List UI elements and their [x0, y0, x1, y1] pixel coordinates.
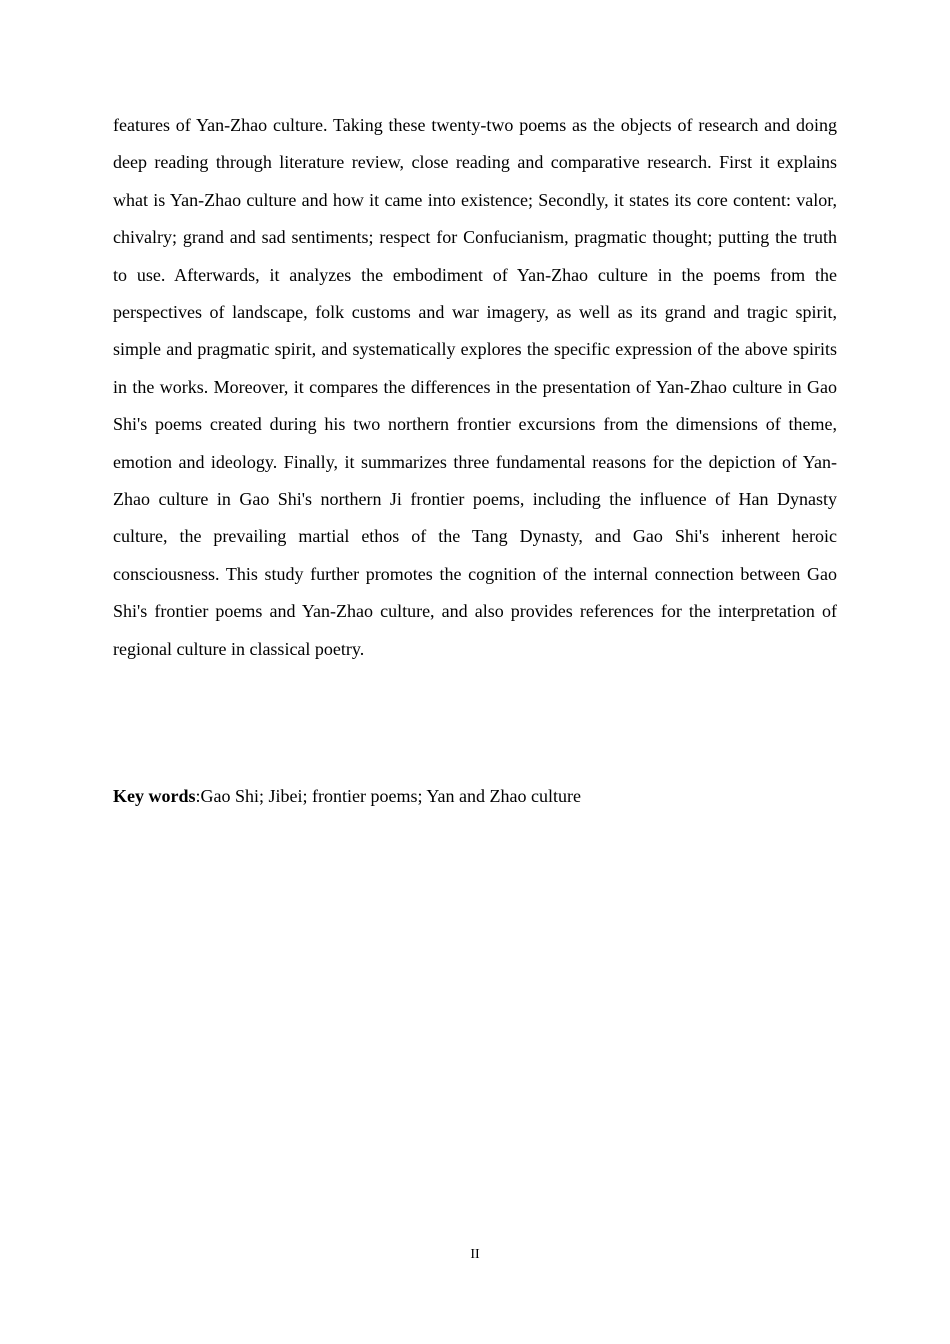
- keywords-line: [113, 780, 837, 812]
- keywords-label: Key words: [113, 786, 196, 806]
- page-number: II: [470, 1247, 480, 1262]
- abstract-body-paragraph: features of Yan-Zhao culture. Taking these twenty-two poems as the objects of research and doing deep reading through literature review, close reading and comparative research. First it explains what is Yan-Zhao culture and how it came into existence; Secondly, it states its core content: valor, chivalry; grand and sad sentiments; respect for Confucianism, pragmatic thought; putting the truth to use. Afterwards, it analyzes the embodiment of Yan-Zhao culture in the poems from the perspectives of landscape, folk customs and war imagery, as well as its grand and tragic spirit, simple and pragmatic spirit, and systematically explores the specific expression of the above spirits in the works. Moreover, it compares the differences in the presentation of Yan-Zhao culture in Gao Shi's poems created during his two northern frontier excursions from the dimensions of theme, emotion and ideology. Finally, it summarizes three fundamental reasons for the depiction of Yan-Zhao culture in Gao Shi's northern Ji frontier poems, including the influence of Han Dynasty culture, the prevailing martial ethos of the Tang Dynasty, and Gao Shi's inherent heroic consciousness. This study further promotes the cognition of the internal connection between Gao Shi's frontier poems and Yan-Zhao culture, and also provides references for the interpretation of regional culture in classical poetry.: [113, 115, 837, 659]
- keywords-value: Gao Shi; Jibei; frontier poems; Yan and Zhao culture: [200, 786, 581, 806]
- keywords-separator: :: [195, 786, 201, 806]
